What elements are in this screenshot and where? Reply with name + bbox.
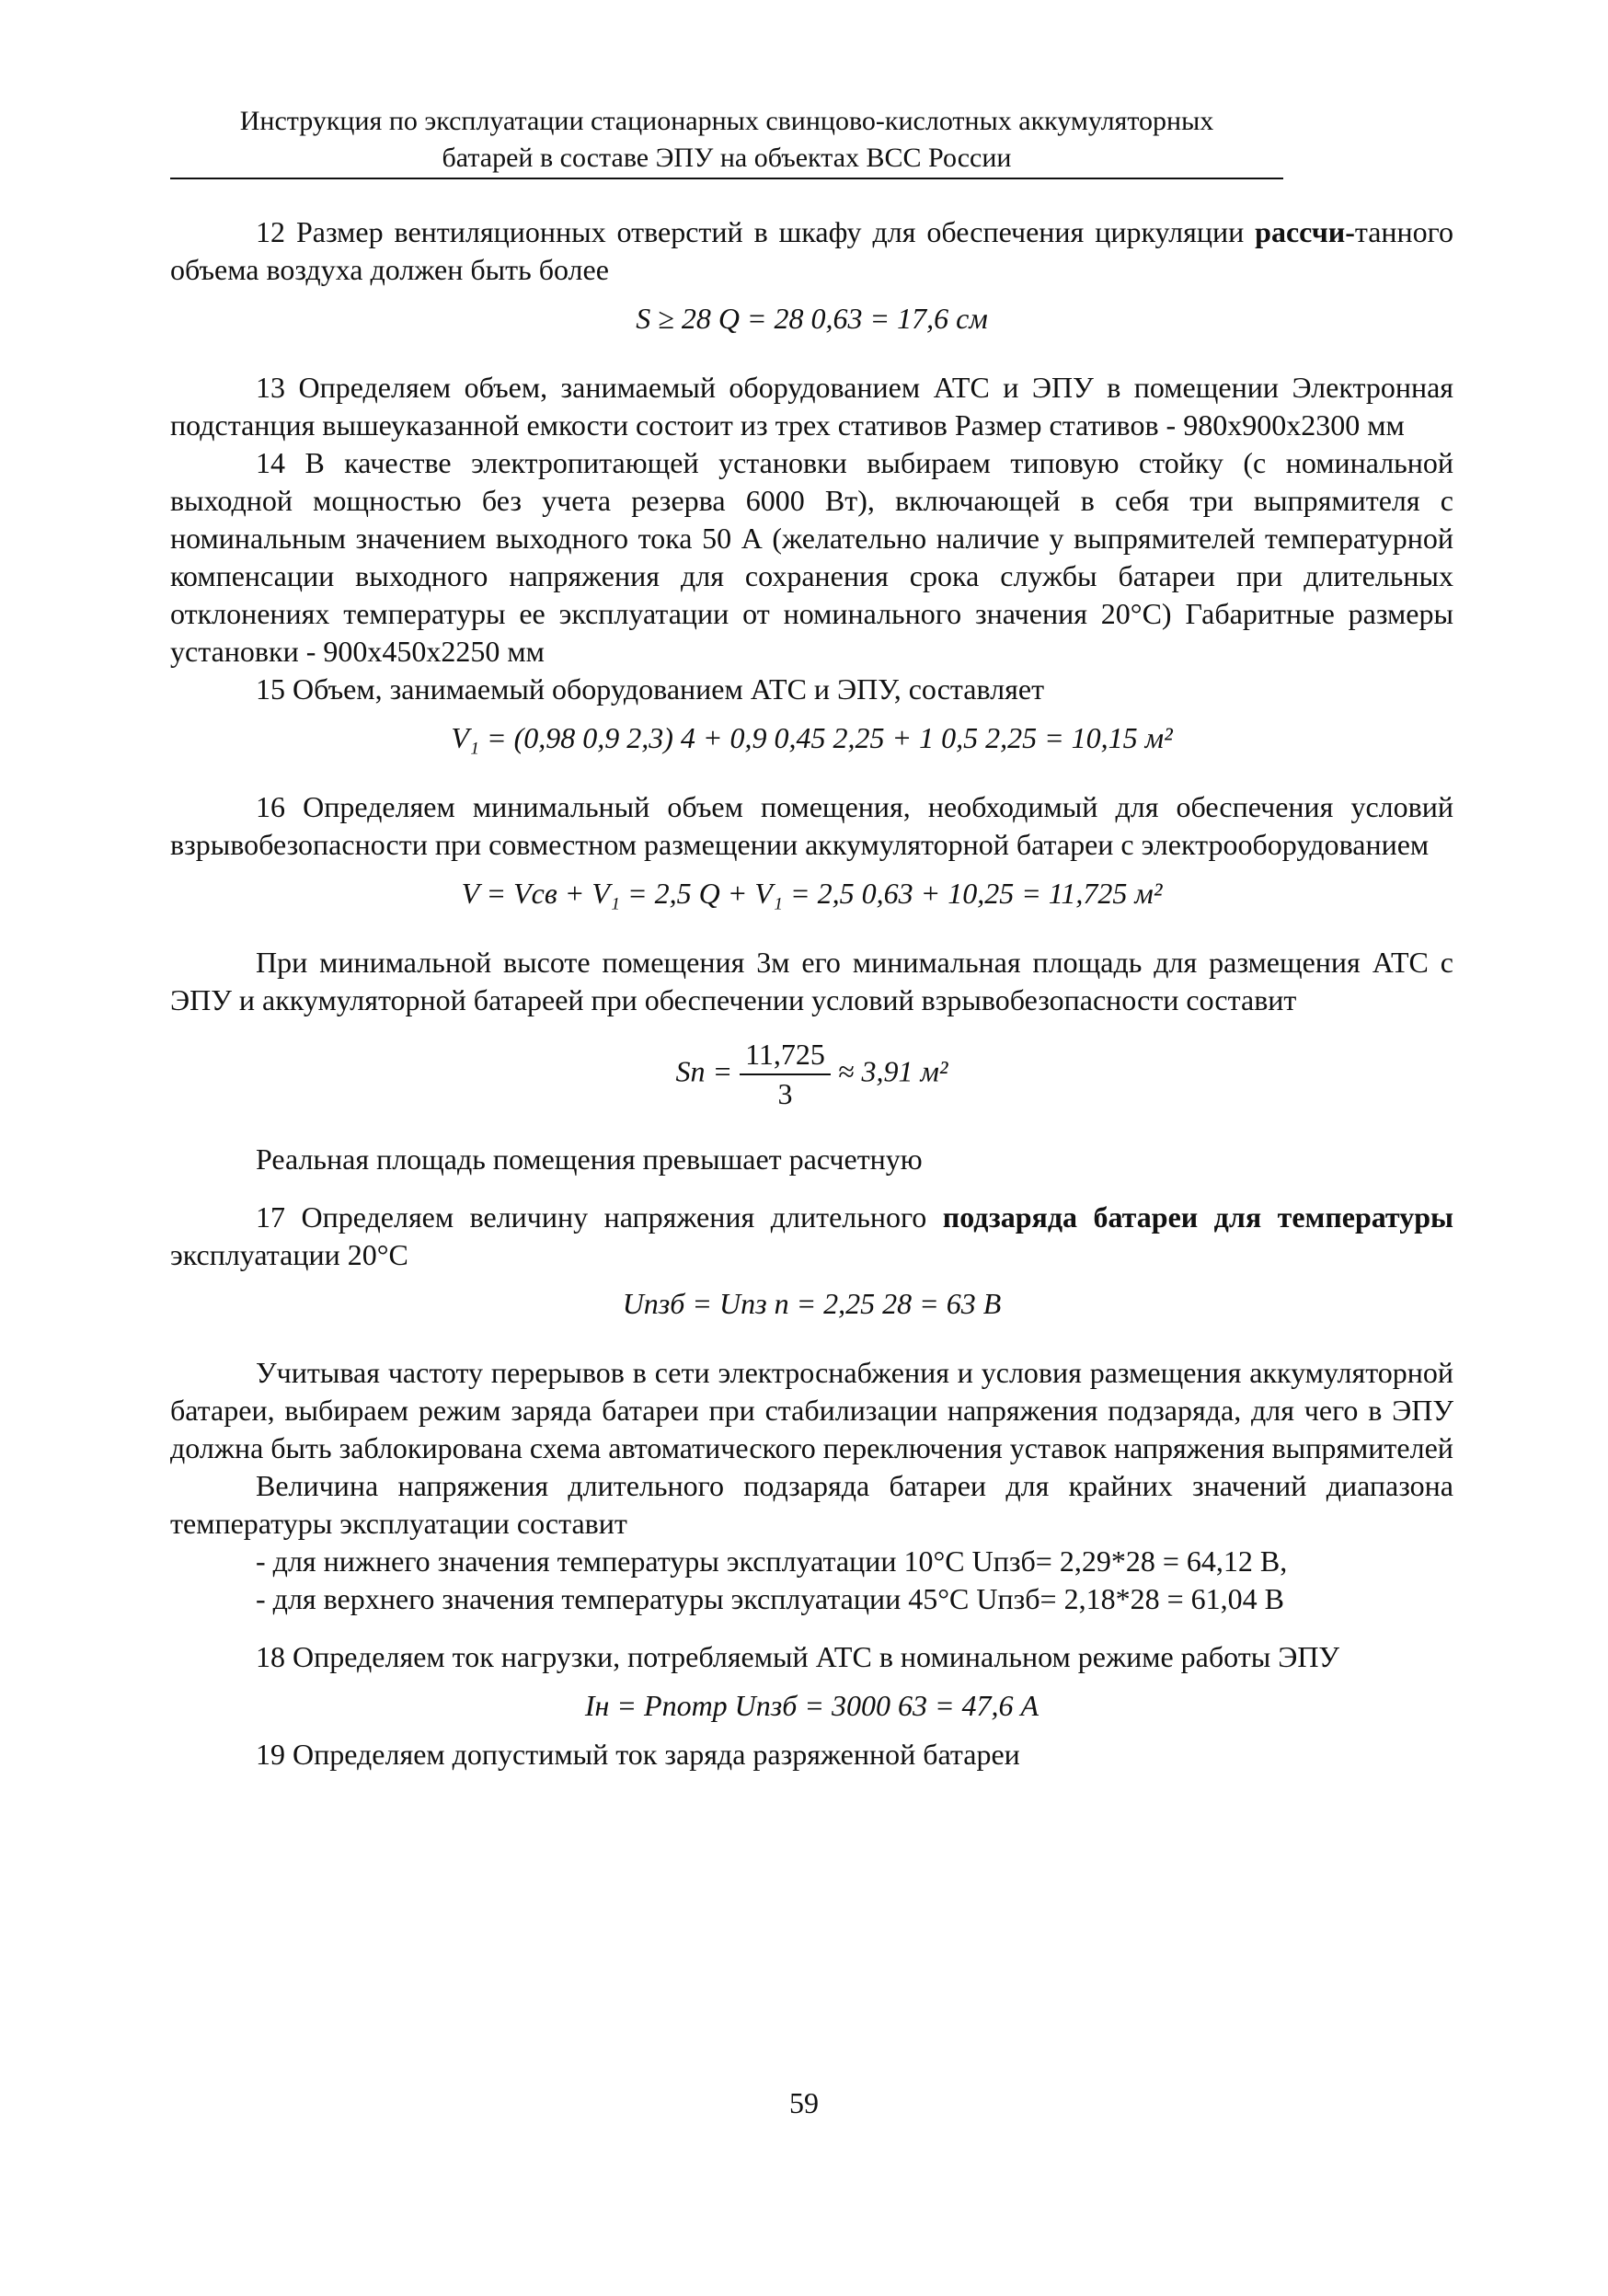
voltage-list xyxy=(170,1543,1453,1618)
header-line-2: батарей в составе ЭПУ на объектах ВСС России xyxy=(442,143,1012,173)
paragraph-18: 18 Определяем ток нагрузки, потребляемый АТС в номинальном режиме работы ЭПУ xyxy=(256,1640,1340,1673)
running-header xyxy=(170,103,1283,177)
paragraph-15: 15 Объем, занимаемый оборудованием АТС и ЭПУ, составляет xyxy=(256,672,1045,706)
formula-u: Uпзб = Uпз n = 2,25 28 = 63 В xyxy=(622,1287,1002,1320)
fraction: $\frac{11,725}{3}$ xyxy=(740,1036,831,1113)
paragraph-16: 16 Определяем минимальный объем помещения, необходимый для обеспечения условий взрывобезопасности при совместном размещении аккумуляторной батареи с электрооборудованием xyxy=(170,790,1453,861)
paragraph-area: При минимальной высоте помещения 3м его минимальная площадь для размещения АТС с ЭПУ и аккумуляторной батареей при обеспечении условий взрывобезопасности составит xyxy=(170,946,1453,1016)
document-body xyxy=(170,213,1453,1774)
paragraph-real-area: Реальная площадь помещения превышает расчетную xyxy=(256,1142,923,1176)
formula-v: V = Vсв + V₁ = 2,5 Q + V₁ = 2,5 0,63 + 10,25 = 11,725 м² xyxy=(461,877,1163,910)
header-rule xyxy=(170,178,1283,179)
formula-i: Iн = Pпотр Uпзб = 3000 63 = 47,6 А xyxy=(584,1689,1039,1722)
formula-vent: S ≥ 28 Q = 28 0,63 = 17,6 см xyxy=(636,302,988,335)
paragraph-12: 12 Размер вентиляционных отверстий в шкафу для обеспечения циркуляции рассчи-танного объема воздуха должен быть более xyxy=(170,215,1453,286)
list-item: - для верхнего значения температуры эксплуатации 45°С Uпзб= 2,18*28 = 61,04 В xyxy=(256,1582,1284,1615)
paragraph-14: 14 В качестве электропитающей установки выбираем типовую стойку (с номинальной выходной мощностью без учета резерва 6000 Вт), включающей в себя три выпрямителя с номинальным значением выходного тока 50 А (желательно наличие у выпрямителей температурной компенсации выходного напряжения для сохранения срока службы батареи при длительных отклонениях температуры ее эксплуатации от номинального значения 20°С) Габаритные размеры установки - 900х450х2250 мм xyxy=(170,446,1453,668)
paragraph-13: 13 Определяем объем, занимаемый оборудованием АТС и ЭПУ в помещении Электронная подстанция вышеуказанной емкости состоит из трех стативов Размер стативов - 980х900х2300 мм xyxy=(170,371,1453,442)
paragraph-frequency: Учитывая частоту перерывов в сети электроснабжения и условия размещения аккумуляторной батареи, выбираем режим заряда батареи при стабилизации напряжения подзаряда, для чего в ЭПУ должна быть заблокирована схема автоматического переключения уставок напряжения выпрямителей xyxy=(170,1356,1453,1464)
formula-area: Sп = $\frac{11,725}{3}$ ≈ 3,91 м² xyxy=(170,1036,1453,1113)
paragraph-17: 17 Определяем величину напряжения длительного подзаряда батареи для температуры эксплуатации 20°С xyxy=(170,1200,1454,1271)
list-item: - для нижнего значения температуры эксплуатации 10°С Uпзб= 2,29*28 = 64,12 В, xyxy=(256,1544,1288,1578)
formula-v1: V₁ = (0,98 0,9 2,3) 4 + 0,9 0,45 2,25 + 1 0,5 2,25 = 10,15 м² xyxy=(451,721,1173,754)
page-number: 59 xyxy=(789,2086,819,2119)
paragraph-range: Величина напряжения длительного подзаряда батареи для крайних значений диапазона температуры эксплуатации составит xyxy=(170,1469,1453,1540)
header-line-1: Инструкция по эксплуатации стационарных свинцово-кислотных аккумуляторных xyxy=(239,106,1214,136)
paragraph-19: 19 Определяем допустимый ток заряда разряженной батареи xyxy=(256,1738,1020,1771)
